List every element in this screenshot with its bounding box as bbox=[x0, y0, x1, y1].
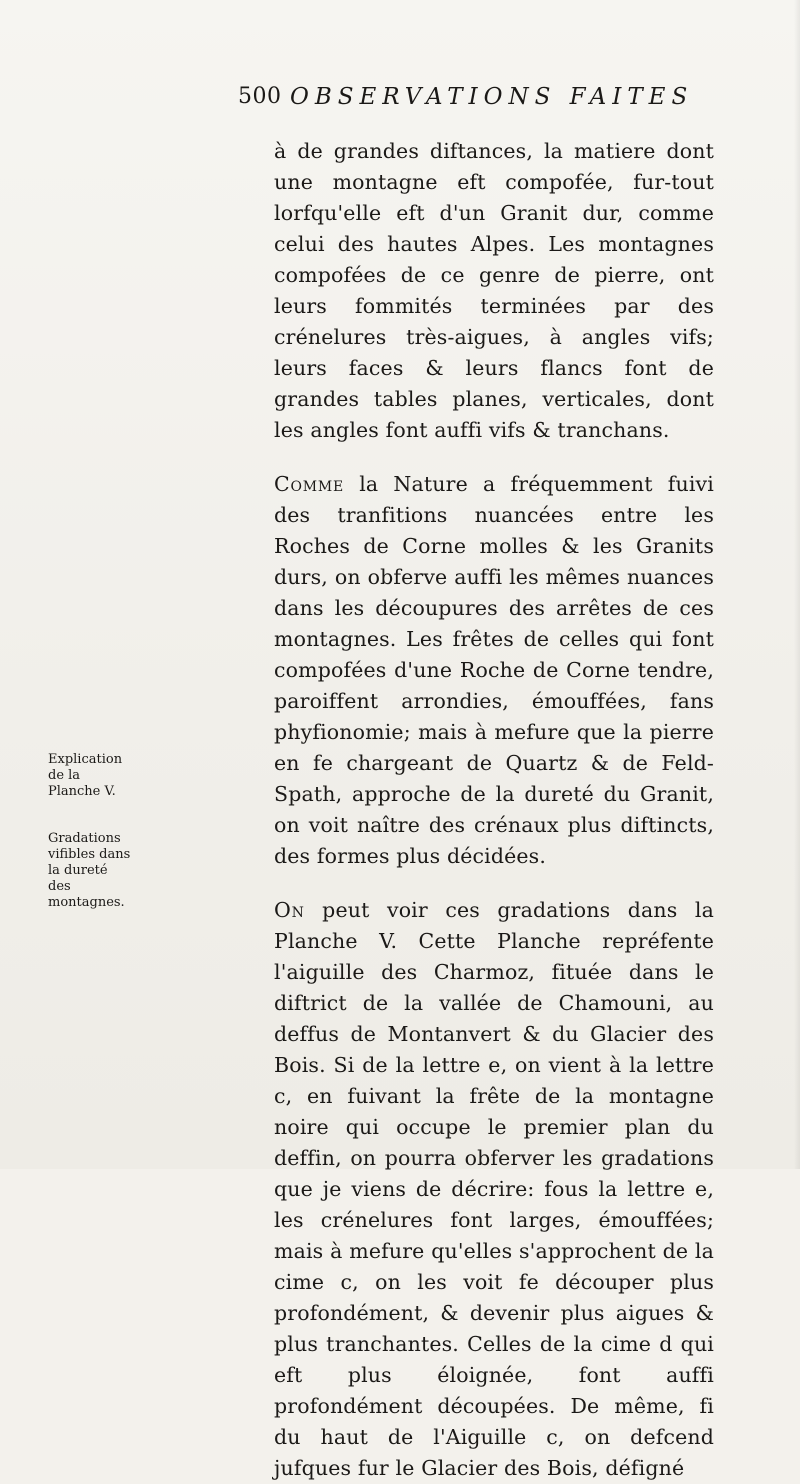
margin-notes bbox=[48, 752, 132, 942]
margin-note-gradations: Gradations vifibles dans la dureté des montagnes. bbox=[48, 831, 131, 910]
running-title: OBSERVATIONS FAITES bbox=[290, 84, 694, 110]
paragraph-2 bbox=[274, 469, 714, 872]
paragraph-2-text: la Nature a fréquemment fuivi des tranfitions nuancées entre les Roches de Corne molles & les Granits durs, on obferve auffi les mêmes nuances dans les découpures des arrêtes de ces montagnes. Les frêtes de celles qui font compofées d'une Roche de Corne tendre, paroiffent arrondies, émouffées, fans phyfionomie; mais à mefure que la pierre en fe chargeant de Quartz & de Feld-Spath, approche de la dureté du Granit, on voit naître des crénaux plus diftincts, des formes plus décidées. bbox=[274, 472, 714, 868]
page-header bbox=[238, 84, 718, 118]
margin-note-explication: Explication de la Planche V. bbox=[48, 752, 123, 799]
paragraph-3-text: peut voir ces gradations dans la Planche V. Cette Planche repréfente l'aiguille des Charmoz, fituée dans le diftrict de la vallée de Chamouni, au deffus de Montanvert & du Glacier des Bois. Si de la lettre e, on vient à la lettre c, en fuivant la frête de la montagne noire qui occupe le premier plan du deffin, on pourra obferver les gradations que je viens de décrire: fous la lettre e, les crénelures font larges, émouffées; mais à mefure qu'elles s'approchent de la cime c, on les voit fe découper plus profondément, & devenir plus aigues & plus tranchantes. Celles de la cime d qui eft plus éloignée, font auffi profondément découpées. De même, fi du haut de l'Aiguille c, on defcend jufques fur le Glacier des Bois, défigné bbox=[274, 898, 714, 1480]
paragraph-3-lead: On bbox=[274, 898, 305, 922]
page-number: 500 bbox=[238, 84, 282, 109]
page-edge-shadow bbox=[794, 0, 800, 1169]
paragraph-1-text: à de grandes diftances, la matiere dont une montagne eft compofée, fur-tout lorfqu'elle eft d'un Granit dur, comme celui des hautes Alpes. Les montagnes compofées de ce genre de pierre, ont leurs fommités terminées par des crénelures très-aigues, à angles vifs; leurs faces & leurs flancs font de grandes tables planes, verticales, dont les angles font auffi vifs & tranchans. bbox=[274, 139, 714, 442]
paragraph-2-lead: Comme bbox=[274, 472, 345, 496]
paragraph-3 bbox=[274, 895, 714, 1484]
paragraph-1 bbox=[274, 136, 714, 446]
body-text bbox=[274, 136, 714, 1484]
